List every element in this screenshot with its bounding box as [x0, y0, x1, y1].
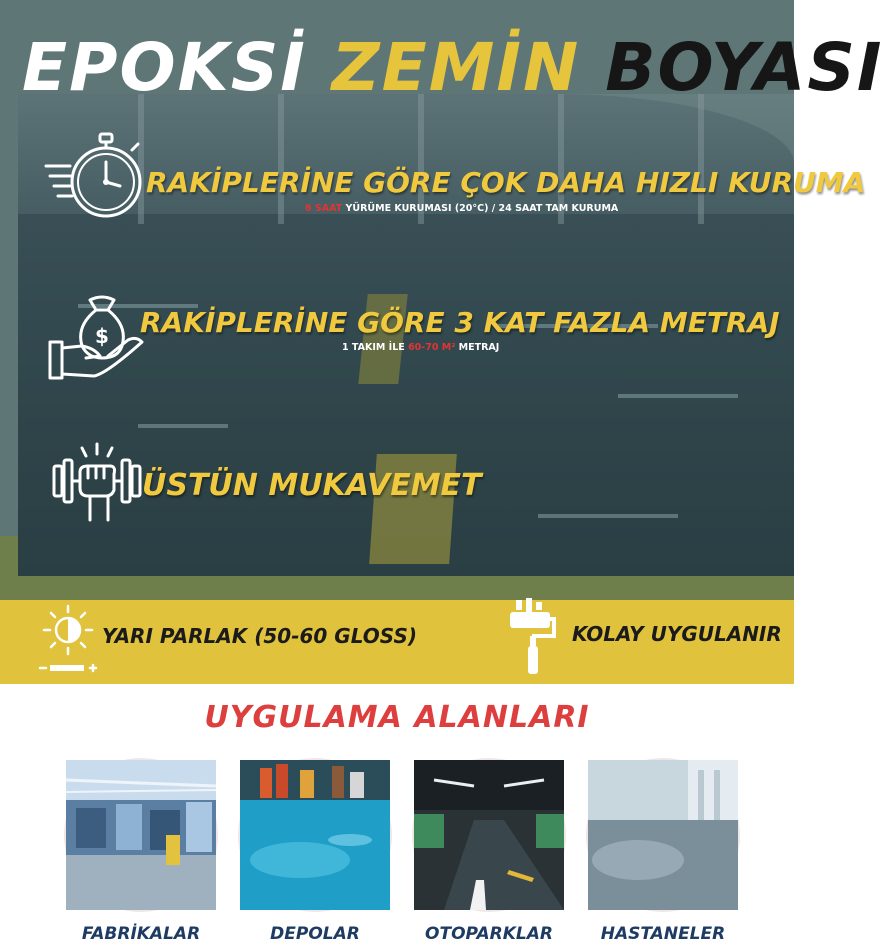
feature-durability-headline: ÜSTÜN MUKAVEMET — [142, 468, 482, 503]
easy-apply-label: KOLAY UYGULANIR — [572, 622, 782, 646]
drying-hours-highlight: 6 SAAT — [305, 203, 343, 214]
parking-photo — [414, 760, 564, 910]
area-label-warehouses: DEPOLAR — [270, 924, 360, 944]
area-label-hospitals: HASTANELER — [600, 924, 726, 944]
title-word-zemin: ZEMİN — [331, 29, 581, 106]
feature-fast-drying-sub — [305, 203, 618, 214]
coverage-prefix-text: 1 TAKIM İLE — [342, 342, 409, 353]
svg-text:$: $ — [95, 324, 109, 348]
paint-roller-icon — [506, 598, 562, 682]
hospital-photo — [588, 760, 738, 910]
money-bag-hand-icon — [46, 286, 146, 388]
areas-title: UYGULAMA ALANLARI — [204, 700, 590, 735]
area-label-factories: FABRİKALAR — [81, 924, 201, 944]
feature-fast-drying-headline: RAKİPLERİNE GÖRE ÇOK DAHA HIZLI KURUMA — [146, 166, 866, 199]
coverage-suffix-text: METRAJ — [455, 342, 500, 353]
page-title — [22, 28, 883, 108]
drying-detail-text: YÜRÜME KURUMASI (20°C) / 24 SAAT TAM KURUMA — [342, 203, 619, 214]
strong-fist-dumbbell-icon — [52, 442, 142, 526]
feature-band — [0, 600, 794, 684]
gloss-sun-icon — [36, 604, 100, 678]
feature-coverage-sub — [342, 342, 499, 353]
factory-photo — [66, 760, 216, 910]
title-word-epoksi: EPOKSİ — [22, 29, 307, 106]
title-word-boyasi: BOYASI — [605, 29, 883, 106]
warehouse-photo — [240, 760, 390, 910]
coverage-highlight: 60-70 M² — [408, 342, 456, 353]
gloss-label: YARI PARLAK (50-60 GLOSS) — [102, 624, 417, 648]
stopwatch-icon — [44, 130, 148, 226]
feature-coverage-headline: RAKİPLERİNE GÖRE 3 KAT FAZLA METRAJ — [140, 306, 780, 339]
area-label-parking: OTOPARKLAR — [425, 924, 553, 944]
